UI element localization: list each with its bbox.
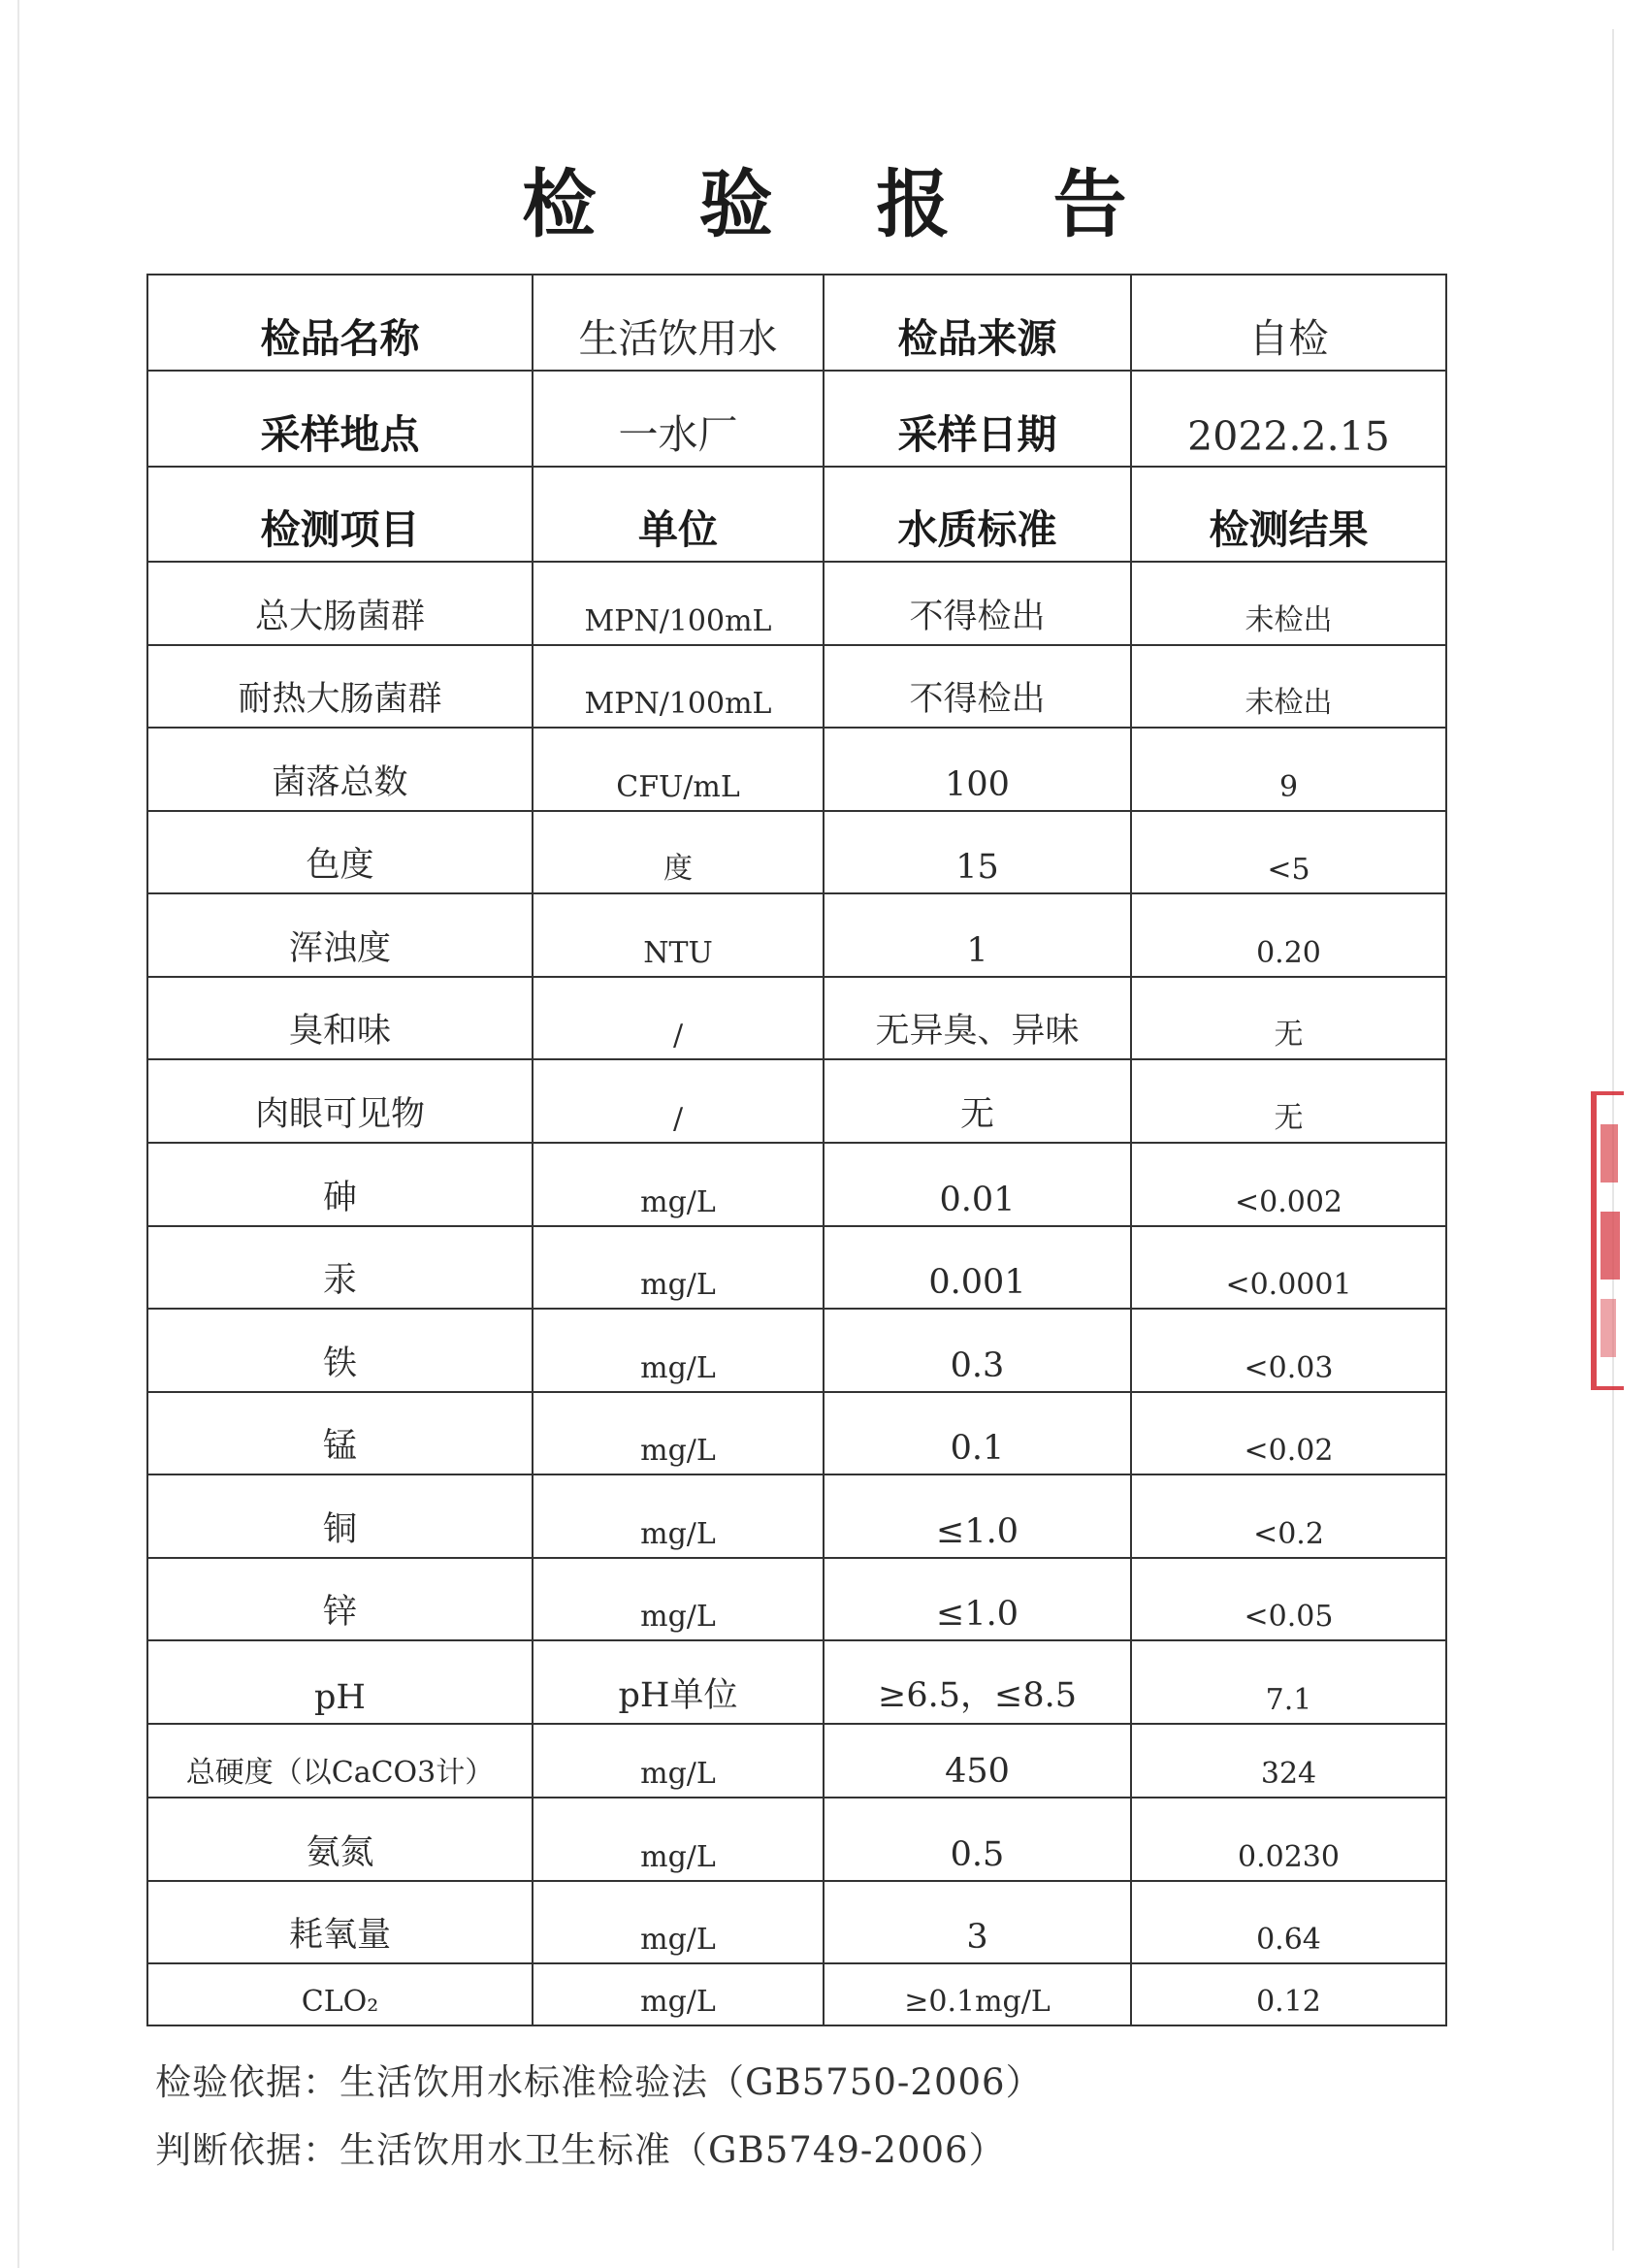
cell-unit: mg/L [533, 1143, 824, 1226]
cell-result: <0.002 [1131, 1143, 1446, 1226]
table-row [147, 645, 1446, 729]
cell-result: 7.1 [1131, 1640, 1446, 1724]
cell-unit: mg/L [533, 1558, 824, 1641]
cell-standard: ≥6.5，≤8.5 [824, 1640, 1131, 1724]
scan-edge-left [17, 0, 19, 2268]
cell-standard: 0.001 [824, 1226, 1131, 1310]
cell-standard: 15 [824, 811, 1131, 894]
cell-item: 耐热大肠菌群 [147, 645, 533, 729]
label-sample-name: 检品名称 [147, 275, 533, 371]
cell-result: <0.03 [1131, 1309, 1446, 1392]
table-row [147, 811, 1446, 894]
table-row [147, 1226, 1446, 1310]
table-row [147, 1059, 1446, 1143]
cell-item: 浑浊度 [147, 893, 533, 977]
info-row-location [147, 371, 1446, 467]
cell-standard: 0.3 [824, 1309, 1131, 1392]
table-row [147, 1309, 1446, 1392]
cell-standard: 450 [824, 1724, 1131, 1798]
cell-standard: 100 [824, 728, 1131, 811]
cell-unit: mg/L [533, 1881, 824, 1964]
cell-item: 总硬度（以CaCO3计） [147, 1724, 533, 1798]
header-test-item: 检测项目 [147, 467, 533, 563]
cell-standard: ≤1.0 [824, 1558, 1131, 1641]
cell-item: 臭和味 [147, 977, 533, 1060]
table-row [147, 728, 1446, 811]
cell-unit: / [533, 977, 824, 1060]
cell-result: 0.12 [1131, 1963, 1446, 2025]
cell-item: 铜 [147, 1474, 533, 1558]
cell-item: 汞 [147, 1226, 533, 1310]
cell-result: 9 [1131, 728, 1446, 811]
testing-basis: 检验依据：生活饮用水标准检验法（GB5750-2006） [155, 2061, 1043, 2103]
header-standard: 水质标准 [824, 467, 1131, 563]
cell-result: 无 [1131, 1059, 1446, 1143]
cell-standard: 无 [824, 1059, 1131, 1143]
info-row-sample [147, 275, 1446, 371]
table-row [147, 1881, 1446, 1964]
cell-item: 总大肠菌群 [147, 562, 533, 645]
cell-item: 色度 [147, 811, 533, 894]
cell-result: 0.64 [1131, 1881, 1446, 1964]
cell-result: 未检出 [1131, 645, 1446, 729]
report-table [146, 274, 1447, 2026]
label-sampling-location: 采样地点 [147, 371, 533, 467]
cell-standard: 1 [824, 893, 1131, 977]
cell-unit: mg/L [533, 1309, 824, 1392]
cell-unit: 度 [533, 811, 824, 894]
cell-unit: NTU [533, 893, 824, 977]
cell-item: 铁 [147, 1309, 533, 1392]
table-row [147, 1558, 1446, 1641]
cell-item: 耗氧量 [147, 1881, 533, 1964]
cell-result: <0.0001 [1131, 1226, 1446, 1310]
cell-item: pH [147, 1640, 533, 1724]
cell-result: 无 [1131, 977, 1446, 1060]
cell-item: 菌落总数 [147, 728, 533, 811]
value-sampling-location: 一水厂 [533, 371, 824, 467]
cell-standard: 0.1 [824, 1392, 1131, 1475]
table-row [147, 562, 1446, 645]
table-row [147, 1392, 1446, 1475]
cell-unit: / [533, 1059, 824, 1143]
header-result: 检测结果 [1131, 467, 1446, 563]
report-title: 检 验 报 告 [522, 161, 1166, 247]
cell-unit: mg/L [533, 1226, 824, 1310]
table-row [147, 1798, 1446, 1881]
cell-standard: 0.5 [824, 1798, 1131, 1881]
header-unit: 单位 [533, 467, 824, 563]
cell-unit: MPN/100mL [533, 645, 824, 729]
cell-item: 砷 [147, 1143, 533, 1226]
cell-result: <0.05 [1131, 1558, 1446, 1641]
cell-standard: 3 [824, 1881, 1131, 1964]
cell-standard: 不得检出 [824, 645, 1131, 729]
cell-standard: ≤1.0 [824, 1474, 1131, 1558]
cell-standard: 无异臭、异味 [824, 977, 1131, 1060]
cell-result: 0.0230 [1131, 1798, 1446, 1881]
label-sampling-date: 采样日期 [824, 371, 1131, 467]
cell-unit: mg/L [533, 1798, 824, 1881]
table-row [147, 1724, 1446, 1798]
cell-result: 未检出 [1131, 562, 1446, 645]
table-row [147, 1640, 1446, 1724]
value-sampling-date: 2022.2.15 [1131, 371, 1446, 467]
cell-result: 324 [1131, 1724, 1446, 1798]
table-row [147, 1474, 1446, 1558]
cell-standard: ≥0.1mg/L [824, 1963, 1131, 2025]
cell-item: 肉眼可见物 [147, 1059, 533, 1143]
cell-item: CLO₂ [147, 1963, 533, 2025]
cell-item: 氨氮 [147, 1798, 533, 1881]
judgement-basis: 判断依据：生活饮用水卫生标准（GB5749-2006） [155, 2129, 1006, 2171]
value-sample-source: 自检 [1131, 275, 1446, 371]
red-seal-stamp [1591, 1091, 1624, 1390]
column-header-row [147, 467, 1446, 563]
table-row [147, 1963, 1446, 2025]
table-row [147, 893, 1446, 977]
cell-unit: mg/L [533, 1963, 824, 2025]
table-row [147, 1143, 1446, 1226]
cell-unit: pH单位 [533, 1640, 824, 1724]
value-sample-name: 生活饮用水 [533, 275, 824, 371]
table-row [147, 977, 1446, 1060]
cell-result: <5 [1131, 811, 1446, 894]
cell-result: <0.02 [1131, 1392, 1446, 1475]
cell-unit: CFU/mL [533, 728, 824, 811]
cell-standard: 不得检出 [824, 562, 1131, 645]
cell-result: <0.2 [1131, 1474, 1446, 1558]
cell-result: 0.20 [1131, 893, 1446, 977]
label-sample-source: 检品来源 [824, 275, 1131, 371]
cell-item: 锰 [147, 1392, 533, 1475]
cell-unit: mg/L [533, 1392, 824, 1475]
cell-unit: mg/L [533, 1474, 824, 1558]
cell-unit: mg/L [533, 1724, 824, 1798]
cell-unit: MPN/100mL [533, 562, 824, 645]
cell-item: 锌 [147, 1558, 533, 1641]
cell-standard: 0.01 [824, 1143, 1131, 1226]
